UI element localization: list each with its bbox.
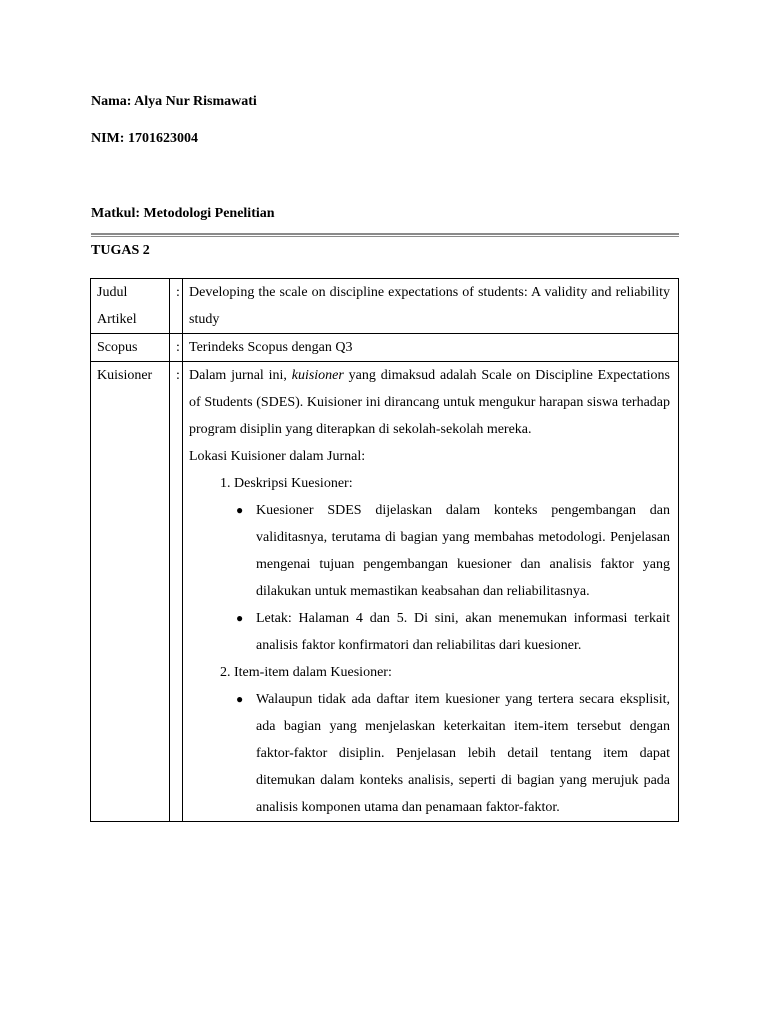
bullet-icon: ● — [236, 611, 244, 625]
header-divider — [91, 233, 679, 237]
nim-label: NIM: — [91, 131, 125, 146]
list-item — [236, 686, 670, 821]
list-item — [234, 470, 670, 659]
questionnaire-intro — [189, 362, 670, 443]
article-title: Developing the scale on discipline expectations of students: A validity and reliability study — [183, 279, 679, 334]
article-info-table — [90, 278, 679, 822]
intro-text: Dalam jurnal ini, — [189, 368, 287, 383]
course — [91, 205, 275, 223]
list-item — [234, 659, 670, 821]
course-value: Metodologi Penelitian — [143, 206, 275, 221]
assignment-title: TUGAS 2 — [91, 243, 150, 258]
list-item — [236, 605, 670, 659]
row-colon: : — [170, 334, 183, 362]
location-list — [189, 470, 670, 821]
bullet-text: Letak: Halaman 4 dan 5. Di sini, akan menemukan informasi terkait analisis faktor konfirmatori dan reliabilitas dari kuesioner. — [256, 611, 670, 653]
row-label: Judul Artikel — [91, 279, 170, 334]
student-name — [91, 93, 257, 111]
bullet-list — [234, 497, 670, 659]
name-label: Nama: — [91, 94, 132, 109]
row-label: Scopus — [91, 334, 170, 362]
row-label: Kuisioner — [91, 362, 170, 822]
table-row — [91, 362, 679, 822]
bullet-text: Walaupun tidak ada daftar item kuesioner yang tertera secara eksplisit, ada bagian yang menjelaskan keterkaitan item-item tersebut dengan faktor-faktor disiplin. Penjelasan lebih detail tentang item dapat ditemukan dalam konteks analisis, seperti di bagian yang merujuk pada analisis komponen utama dan penamaan faktor-faktor. — [256, 692, 670, 815]
location-title: Lokasi Kuisioner dalam Jurnal: — [189, 449, 366, 464]
bullet-text: Kuesioner SDES dijelaskan dalam konteks pengembangan dan validitasnya, terutama di bagian yang membahas metodologi. Penjelasan mengenai tujuan pengembangan kuesioner dan analisis faktor yang dilakukan untuk memastikan keabsahan dan reliabilitasnya. — [256, 503, 670, 599]
section-title: Deskripsi Kuesioner: — [234, 476, 353, 491]
nim-value: 1701623004 — [127, 131, 198, 146]
bullet-list — [234, 686, 670, 821]
course-label: Matkul: — [91, 206, 140, 221]
row-colon: : — [170, 362, 183, 822]
student-id — [91, 130, 198, 148]
bullet-icon: ● — [236, 692, 244, 706]
list-item — [236, 497, 670, 605]
table-row — [91, 334, 679, 362]
row-colon: : — [170, 279, 183, 334]
name-value: Alya Nur Rismawati — [134, 94, 257, 109]
bullet-icon: ● — [236, 503, 244, 517]
scopus-value: Terindeks Scopus dengan Q3 — [183, 334, 679, 362]
intro-text: yang dimaksud adalah Scale on Discipline Expectations of Students (SDES). Kuisioner ini dirancang untuk mengukur harapan siswa terhadap program disiplin yang diterapkan di sekolah-sekolah mereka. — [189, 368, 670, 437]
table-row — [91, 279, 679, 334]
questionnaire-details — [183, 362, 679, 822]
intro-emphasis: kuisioner — [291, 368, 344, 383]
section-title: Item-item dalam Kuesioner: — [234, 665, 392, 680]
